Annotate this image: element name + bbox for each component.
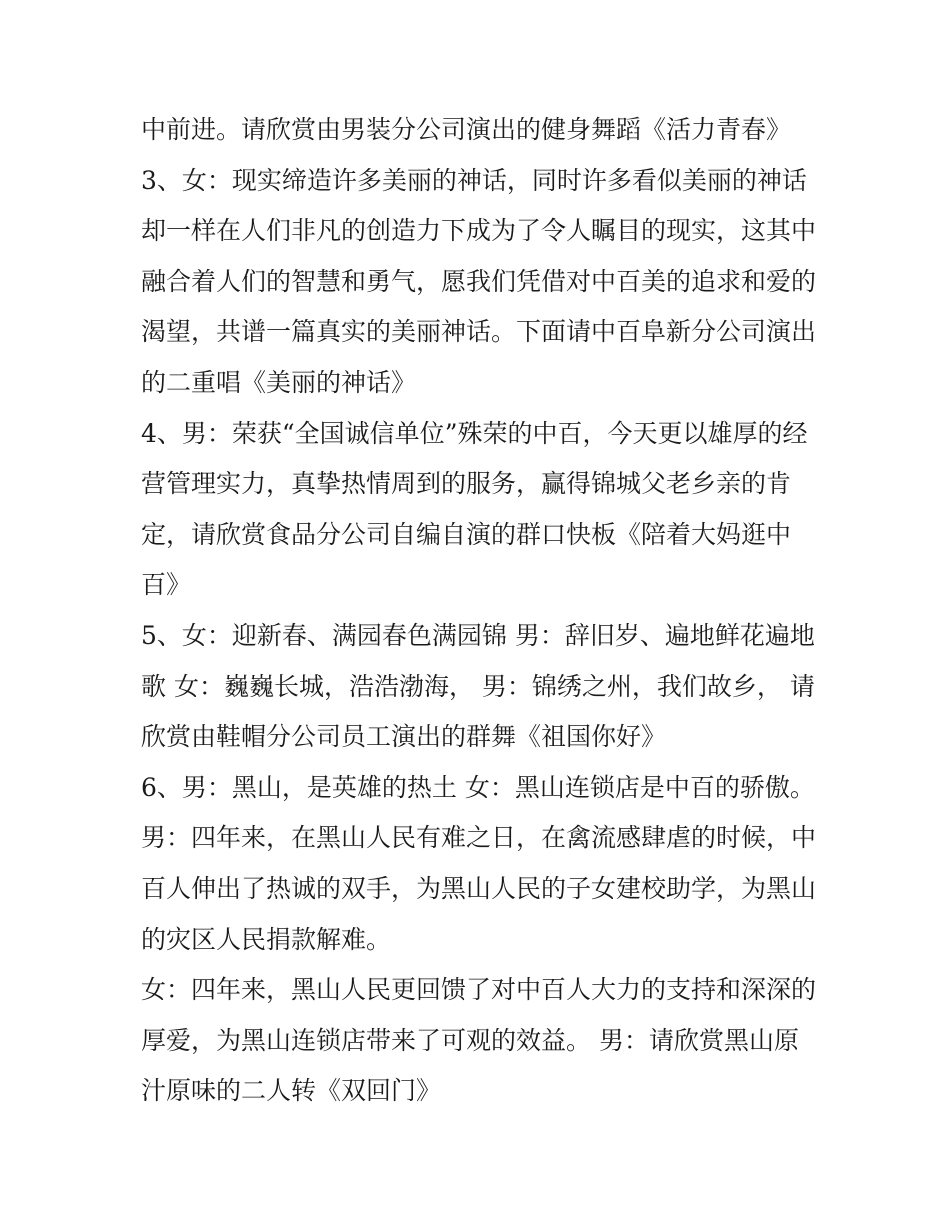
text-line: 4、男：荣获“全国诚信单位”殊荣的中百，今天更以雄厚的经 xyxy=(141,418,808,448)
text-line: 厚爱，为黑山连锁店带来了可观的效益。 男：请欣赏黑山原 xyxy=(141,1025,799,1055)
text-line: 女：四年来，黑山人民更回馈了对中百人大力的支持和深深的 xyxy=(141,975,817,1005)
text-line: 百》 xyxy=(141,570,192,600)
document-body xyxy=(141,105,821,1117)
text-line: 歌 女：巍巍长城，浩浩渤海， 男：锦绣之州，我们故乡， 请 xyxy=(141,671,815,701)
text-line: 百人伸出了热诚的双手，为黑山人民的子女建校助学，为黑山 xyxy=(141,873,817,903)
text-line: 中前进。请欣赏由男装分公司演出的健身舞蹈《活力青春》 xyxy=(141,115,792,144)
text-line: 渴望，共谱一篇真实的美丽神话。下面请中百阜新分公司演出 xyxy=(141,317,817,347)
text-line: 5、女：迎新春、满园春色满园锦 男：辞旧岁、遍地鲜花遍地 xyxy=(141,620,815,650)
text-line: 定，请欣赏食品分公司自编自演的群口快板《陪着大妈逛中 xyxy=(141,519,792,549)
text-line: 融合着人们的智慧和勇气，愿我们凭借对中百美的追求和爱的 xyxy=(141,266,817,296)
text-line: 3、女：现实缔造许多美丽的神话，同时许多看似美丽的神话 xyxy=(141,165,807,195)
text-line: 欣赏由鞋帽分公司员工演出的群舞《祖国你好》 xyxy=(141,722,667,752)
text-line: 6、男：黑山，是英雄的热土 女：黑山连锁店是中百的骄傲。 xyxy=(141,772,815,802)
text-line: 却一样在人们非凡的创造力下成为了令人瞩目的现实，这其中 xyxy=(141,216,817,246)
text-line: 汁原味的二人转《双回门》 xyxy=(141,1076,442,1106)
text-line: 男：四年来，在黑山人民有难之日，在禽流感肆虐的时候，中 xyxy=(141,823,817,853)
text-line: 的灾区人民捐款解难。 xyxy=(141,924,392,954)
text-line: 营管理实力，真挚热情周到的服务，赢得锦城父老乡亲的肯 xyxy=(141,469,792,499)
text-line: 的二重唱《美丽的神话》 xyxy=(141,367,417,397)
